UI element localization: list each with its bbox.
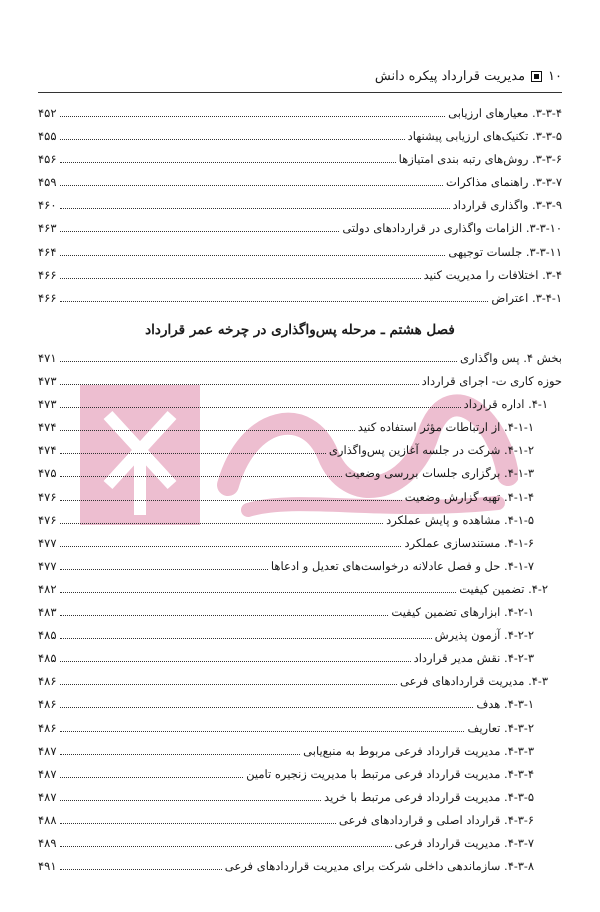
toc-entry-title: ۴-۳-۲. تعاریف: [467, 720, 534, 735]
toc-entry-page: ۴۷۳: [38, 374, 57, 389]
toc-entry-page: ۴۶۳: [38, 221, 57, 236]
dot-leader: [60, 171, 444, 186]
dot-leader: [60, 809, 336, 824]
toc-entry-title: ۳-۴-۱. اعتراض: [491, 290, 562, 305]
toc-entry-title: ۴-۱-۲. شرکت در جلسه آغازین پس‌واگذاری: [328, 443, 534, 458]
dot-leader: [60, 287, 489, 302]
toc-entry: [38, 393, 562, 416]
toc-entry: [38, 832, 562, 855]
toc-entry-title: ۳-۳-۴. معیارهای ارزیابی: [448, 106, 562, 120]
toc-entry-title: ۴-۳-۸. سازماندهی داخلی شرکت برای مدیریت قراردادهای فرعی: [224, 859, 534, 874]
toc-entry-title: ۴-۳-۳. مدیریت قرارداد فرعی مربوط به منبع‌یابی: [303, 743, 534, 758]
toc-entry: [38, 486, 562, 509]
toc-entry: [38, 171, 562, 194]
toc-entry-page: ۴۸۷: [38, 743, 57, 758]
toc-entry-page: ۴۶۶: [38, 267, 57, 282]
toc-entry: [38, 555, 562, 578]
dot-leader: [60, 855, 222, 870]
toc-entry-title: ۴-۱. اداره قرارداد: [463, 397, 548, 412]
toc-entry-title: بخش ۴. پس واگذاری: [460, 351, 562, 365]
toc-entry-title: ۳-۳-۱۱. جلسات توجیهی: [448, 244, 562, 259]
dot-leader: [60, 670, 397, 685]
toc-entry-page: ۴۷۵: [38, 466, 57, 481]
toc-entry: [38, 462, 562, 485]
dot-leader: [60, 439, 326, 454]
toc-entry: [38, 194, 562, 217]
toc-entry-page: ۴۸۲: [38, 581, 57, 596]
toc-entry-page: ۴۸۶: [38, 697, 57, 712]
toc-entry: [38, 763, 562, 786]
chapter-title: فصل هشتم ـ مرحله پس‌واگذاری در چرخه عمر قرارداد: [145, 322, 455, 338]
dot-leader: [60, 693, 474, 708]
toc-entry-title: ۴-۱-۴. تهیه گزارش وضعیت: [404, 489, 534, 504]
toc-entry-title: ۳-۳-۷. راهنمای مذاکرات: [446, 175, 562, 190]
toc-entry-page: ۴۷۶: [38, 512, 57, 527]
toc-entry: [38, 693, 562, 716]
toc-entry: [38, 717, 562, 740]
toc-entry: [38, 148, 562, 171]
toc-entry-page: ۴۵۲: [38, 106, 57, 120]
toc-entry: [38, 647, 562, 670]
square-bullet-icon: [531, 71, 542, 82]
toc-entry: [38, 102, 562, 125]
dot-leader: [60, 555, 268, 570]
toc-entry-title: ۴-۲-۲. آزمون پذیرش: [434, 628, 534, 643]
dot-leader: [60, 509, 384, 524]
toc-entry-page: ۴۸۷: [38, 766, 57, 781]
toc-entry: [38, 532, 562, 555]
running-title: مدیریت قرارداد پیکره دانش: [374, 68, 526, 84]
toc-entry-title: ۴-۱-۷. حل و فصل عادلانه درخواست‌های تعدیل و ادعاها: [270, 558, 534, 573]
toc-entry: [38, 439, 562, 462]
toc-entry: [38, 509, 562, 532]
toc-entry: [38, 855, 562, 878]
toc-entry: [38, 786, 562, 809]
dot-leader: [60, 486, 402, 501]
toc-entry-title: ۴-۳-۶. قرارداد اصلی و قراردادهای فرعی: [338, 812, 534, 827]
toc-entry-title: ۳-۳-۱۰. الزامات واگذاری در قراردادهای دولتی: [342, 221, 562, 236]
toc-entry-page: ۴۹۱: [38, 859, 57, 874]
toc-entry-title: ۴-۳-۱. هدف: [476, 697, 534, 712]
toc-entry-page: ۴۷۱: [38, 351, 57, 365]
toc-entry-title: ۴-۱-۶. مستندسازی عملکرد: [404, 535, 534, 550]
toc-entry: [38, 740, 562, 763]
toc-section-chapter: [38, 347, 562, 878]
toc-entry-page: ۴۸۸: [38, 812, 57, 827]
dot-leader: [60, 462, 342, 477]
toc-entry-title: ۳-۴. اختلافات را مدیریت کنید: [423, 267, 562, 282]
toc-entry-page: ۴۵۶: [38, 152, 57, 167]
header-divider: [38, 92, 562, 93]
toc-entry-page: ۴۸۷: [38, 789, 57, 804]
dot-leader: [60, 416, 355, 431]
toc-entry-page: ۴۸۵: [38, 628, 57, 643]
toc-entry-page: ۴۸۶: [38, 720, 57, 735]
toc-entry-page: ۴۷۶: [38, 489, 57, 504]
toc-entry: [38, 601, 562, 624]
toc-entry: [38, 125, 562, 148]
toc-entry: [38, 370, 562, 393]
toc-entry: [38, 624, 562, 647]
dot-leader: [60, 601, 389, 616]
toc-entry-page: ۴۸۳: [38, 605, 57, 620]
toc-entry-page: ۴۵۵: [38, 129, 57, 144]
dot-leader: [60, 241, 446, 256]
toc-entry: [38, 809, 562, 832]
dot-leader: [60, 194, 450, 209]
toc-entry-page: ۴۶۰: [38, 198, 57, 213]
toc-entry-title: ۴-۳-۵. مدیریت قرارداد فرعی مرتبط با خرید: [324, 789, 534, 804]
dot-leader: [60, 717, 465, 732]
toc-entry-page: ۴۷۳: [38, 397, 57, 412]
toc-entry-page: ۴۷۷: [38, 558, 57, 573]
toc-entry-title: ۴-۱-۱. از ارتباطات مؤثر استفاده کنید: [357, 420, 534, 435]
dot-leader: [60, 347, 457, 362]
toc-entry-title: ۴-۳-۷. مدیریت قرارداد فرعی: [394, 835, 534, 850]
toc-entry-page: ۴۵۹: [38, 175, 57, 190]
toc-entry-title: ۴-۲-۱. ابزارهای تضمین کیفیت: [391, 605, 534, 620]
toc-entry-title: ۳-۳-۵. تکنیک‌های ارزیابی پیشنهاد: [407, 129, 562, 144]
toc-entry-page: ۴۷۷: [38, 535, 57, 550]
toc-entry: [38, 241, 562, 264]
toc-entry-title: ۴-۳. مدیریت قراردادهای فرعی: [400, 674, 548, 689]
dot-leader: [60, 624, 432, 639]
toc-entry: [38, 264, 562, 287]
toc-entry-page: ۴۷۴: [38, 443, 57, 458]
dot-leader: [60, 217, 340, 232]
dot-leader: [60, 647, 411, 662]
page-number: ۱۰: [548, 68, 562, 84]
toc-entry-page: ۴۸۶: [38, 674, 57, 689]
toc-entry: [38, 347, 562, 370]
toc-entry-page: ۴۶۶: [38, 290, 57, 305]
dot-leader: [60, 370, 419, 385]
toc-entry-title: ۳-۳-۶. روش‌های رتبه بندی امتیازها: [398, 152, 562, 167]
dot-leader: [60, 102, 446, 117]
toc-entry-title: ۴-۱-۳. برگزاری جلسات بررسی وضعیت: [344, 466, 534, 481]
toc-entry: [38, 287, 562, 310]
toc-entry-page: ۴۷۴: [38, 420, 57, 435]
dot-leader: [60, 264, 421, 279]
dot-leader: [60, 832, 392, 847]
toc-entry-title: ۴-۳-۴. مدیریت قرارداد فرعی مرتبط با مدیریت زنجیره تامین: [246, 766, 534, 781]
toc-entry-title: ۴-۲. تضمین کیفیت: [459, 581, 548, 596]
dot-leader: [60, 786, 322, 801]
toc-entry-page: ۴۸۵: [38, 651, 57, 666]
toc-entry-title: ۴-۱-۵. مشاهده و پایش عملکرد: [386, 512, 534, 527]
dot-leader: [60, 125, 405, 140]
toc-entry-page: ۴۶۴: [38, 244, 57, 259]
dot-leader: [60, 148, 396, 163]
dot-leader: [60, 740, 301, 755]
toc-entry: [38, 670, 562, 693]
toc-entry: [38, 416, 562, 439]
dot-leader: [60, 393, 461, 408]
dot-leader: [60, 763, 244, 778]
running-header: [38, 66, 562, 86]
dot-leader: [60, 578, 457, 593]
toc-entry: [38, 217, 562, 240]
dot-leader: [60, 532, 402, 547]
toc-entry-title: ۴-۲-۳. نقش مدیر قرارداد: [413, 651, 534, 666]
toc-entry-title: حوزه کاری ت- اجرای قرارداد: [421, 374, 562, 389]
toc-entry: [38, 578, 562, 601]
toc-entry-title: ۳-۳-۹. واگذاری قرارداد: [452, 198, 562, 213]
toc-section-top: [38, 102, 562, 310]
toc-entry-page: ۴۸۹: [38, 835, 57, 850]
